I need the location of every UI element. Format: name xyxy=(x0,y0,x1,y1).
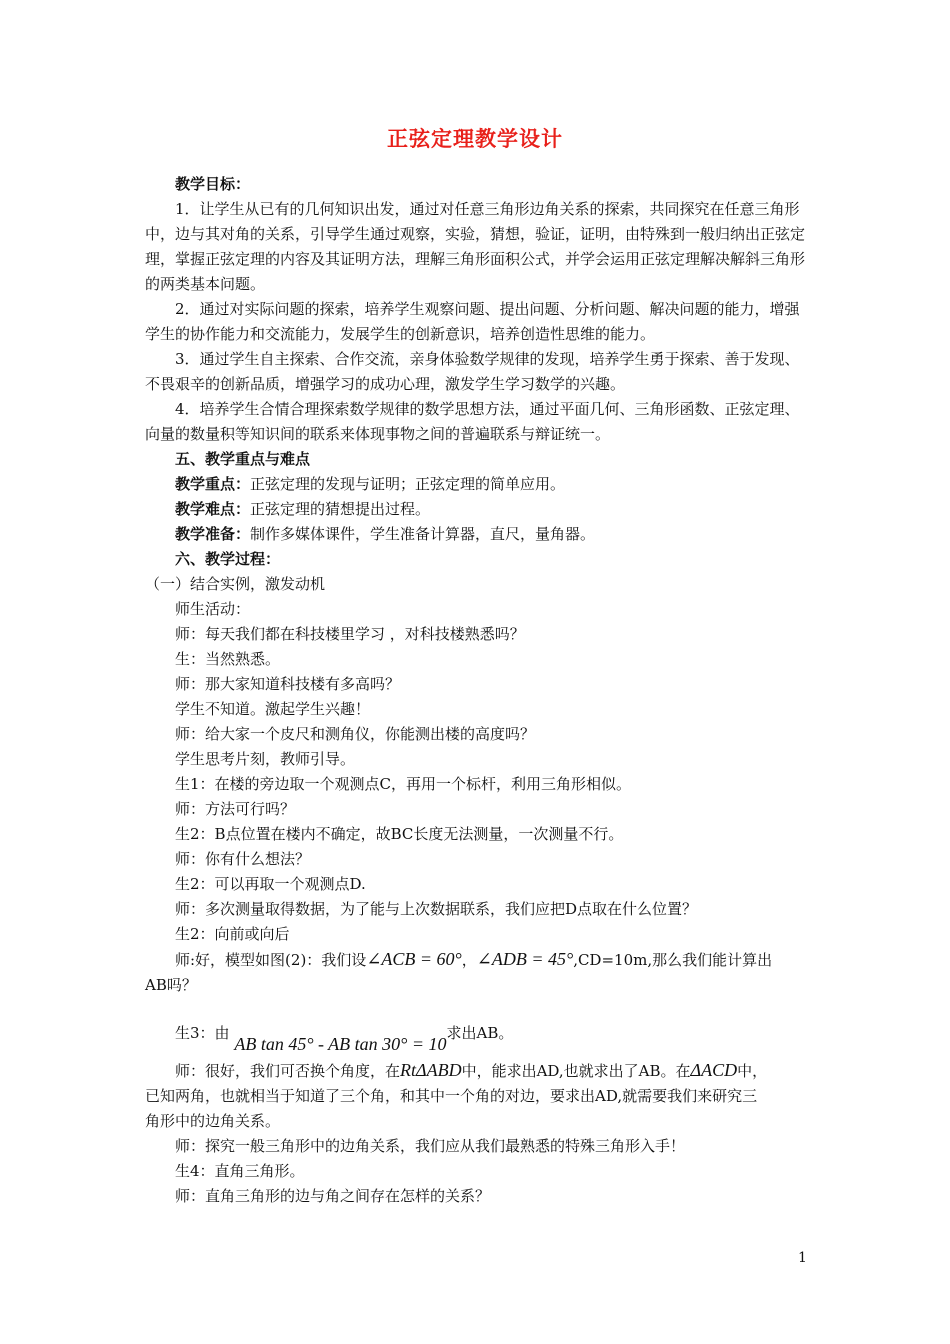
objective-1: 1．让学生从已有的几何知识出发，通过对任意三角形边角关系的探索，共同探究在任意三角形中，边与其对角的关系，引导学生通过观察，实验，猜想，验证，证明，由特殊到一般归纳出正弦定理，掌握正弦定理的内容及其证明方法，理解三角形面积公式，并学会运用正弦定理解决解斜三角形的两类基本问题。 xyxy=(145,200,806,293)
document-title: 正弦定理教学设计 xyxy=(387,126,563,151)
section-6-subheading: （一）结合实例，激发动机 xyxy=(145,575,326,593)
angle-acb-formula: ∠ACB = 60° xyxy=(366,949,462,969)
student3-paragraph xyxy=(145,1020,809,1054)
key-points xyxy=(145,472,809,497)
dialogue-line: 师：给大家一个皮尺和测角仪，你能测出楼的高度吗？ xyxy=(175,725,536,743)
page-number: 1 xyxy=(798,1250,807,1266)
model-prefix: 师:好，模型如图(2)：我们设 xyxy=(175,951,367,969)
student3-suffix: 求出AB。 xyxy=(446,1024,514,1042)
triangle-abd-formula: RtΔABD xyxy=(400,1060,462,1080)
closing-line: 生4：直角三角形。 xyxy=(175,1162,305,1180)
key-points-label: 教学重点： xyxy=(175,475,251,493)
dialogue-line: 生：当然熟悉。 xyxy=(175,650,281,668)
dialogue-line: 师生活动： xyxy=(175,600,251,618)
dialogue-line: 生2：可以再取一个观测点D. xyxy=(175,875,366,893)
section-6-heading: 六、教学过程： xyxy=(175,550,281,568)
teacher-paragraph-line-2: 已知两角，也就相当于知道了三个角，和其中一个角的对边，要求出AD,就需要我们来研究三 xyxy=(145,1087,758,1105)
difficult-points-label: 教学难点： xyxy=(175,500,251,518)
teacher-text-1: 师：很好，我们可否换个角度，在 xyxy=(175,1062,401,1080)
dialogue-line: 学生不知道。激起学生兴趣！ xyxy=(175,700,371,718)
preparation-label: 教学准备： xyxy=(175,525,251,543)
teacher-text-2: 中，能求出AD,也就求出了AB。在 xyxy=(461,1062,691,1080)
document-body xyxy=(145,172,809,1209)
dialogue-line: 师：方法可行吗？ xyxy=(175,800,296,818)
preparation xyxy=(145,522,809,547)
difficult-points xyxy=(145,497,809,522)
preparation-text: 制作多媒体课件，学生准备计算器，直尺，量角器。 xyxy=(250,525,596,543)
dialogue-line: 师：你有什么想法？ xyxy=(175,850,311,868)
objective-2: 2．通过对实际问题的探索，培养学生观察问题、提出问题、分析问题、解决问题的能力，增强学生的协作能力和交流能力，发展学生的创新意识，培养创造性思维的能力。 xyxy=(145,300,800,343)
key-points-text: 正弦定理的发现与证明；正弦定理的简单应用。 xyxy=(250,475,566,493)
dialogue-line: 师：多次测量取得数据，为了能与上次数据联系，我们应把D点取在什么位置？ xyxy=(175,900,698,918)
triangle-acd-formula: ΔACD xyxy=(690,1060,738,1080)
dialogue-line: 生1：在楼的旁边取一个观测点C，再用一个标杆，利用三角形相似。 xyxy=(175,775,632,793)
dialogue-line: 师：那大家知道科技楼有多高吗？ xyxy=(175,675,401,693)
closing-line: 师：探究一般三角形中的边角关系，我们应从我们最熟悉的特殊三角形入手！ xyxy=(175,1137,686,1155)
model-line-2: AB吗？ xyxy=(145,976,197,994)
dialogue-line: 生2：B点位置在楼内不确定，故BC长度无法测量，一次测量不行。 xyxy=(175,825,624,843)
objective-4: 4．培养学生合情合理探索数学规律的数学思想方法，通过平面几何、三角形函数、正弦定理、向量的数量积等知识间的联系来体现事物之间的普遍联系与辩证统一。 xyxy=(145,400,800,443)
student3-label: 生3：由 xyxy=(175,1024,230,1042)
angle-adb-formula: ∠ADB = 45° xyxy=(476,949,574,969)
dialogue-line: 学生思考片刻，教师引导。 xyxy=(175,750,356,768)
spacer xyxy=(145,998,809,1020)
closing-line: 师：直角三角形的边与角之间存在怎样的关系？ xyxy=(175,1187,491,1205)
dialogue-line: 生2：向前或向后 xyxy=(175,925,290,943)
model-suffix: ,CD=10m,那么我们能计算出 xyxy=(573,951,773,969)
model-separator: ， xyxy=(461,951,477,969)
dialogue-line: 师：每天我们都在科技楼里学习 ，对科技楼熟悉吗？ xyxy=(175,625,525,643)
teacher-text-3: 中， xyxy=(737,1062,768,1080)
difficult-points-text: 正弦定理的猜想提出过程。 xyxy=(250,500,431,518)
objectives-heading: 教学目标： xyxy=(175,175,251,193)
height-equation: AB tan 45° - AB tan 30° = 10 xyxy=(234,1034,447,1054)
teacher-paragraph-line-3: 角形中的边角关系。 xyxy=(145,1112,281,1130)
objective-3: 3．通过学生自主探索、合作交流，亲身体验数学规律的发现，培养学生勇于探索、善于发现、不畏艰辛的创新品质，增强学习的成功心理，激发学生学习数学的兴趣。 xyxy=(145,350,800,393)
teacher-paragraph-line-1 xyxy=(145,1058,809,1084)
section-5-heading: 五、教学重点与难点 xyxy=(175,450,311,468)
model-paragraph xyxy=(145,947,809,973)
